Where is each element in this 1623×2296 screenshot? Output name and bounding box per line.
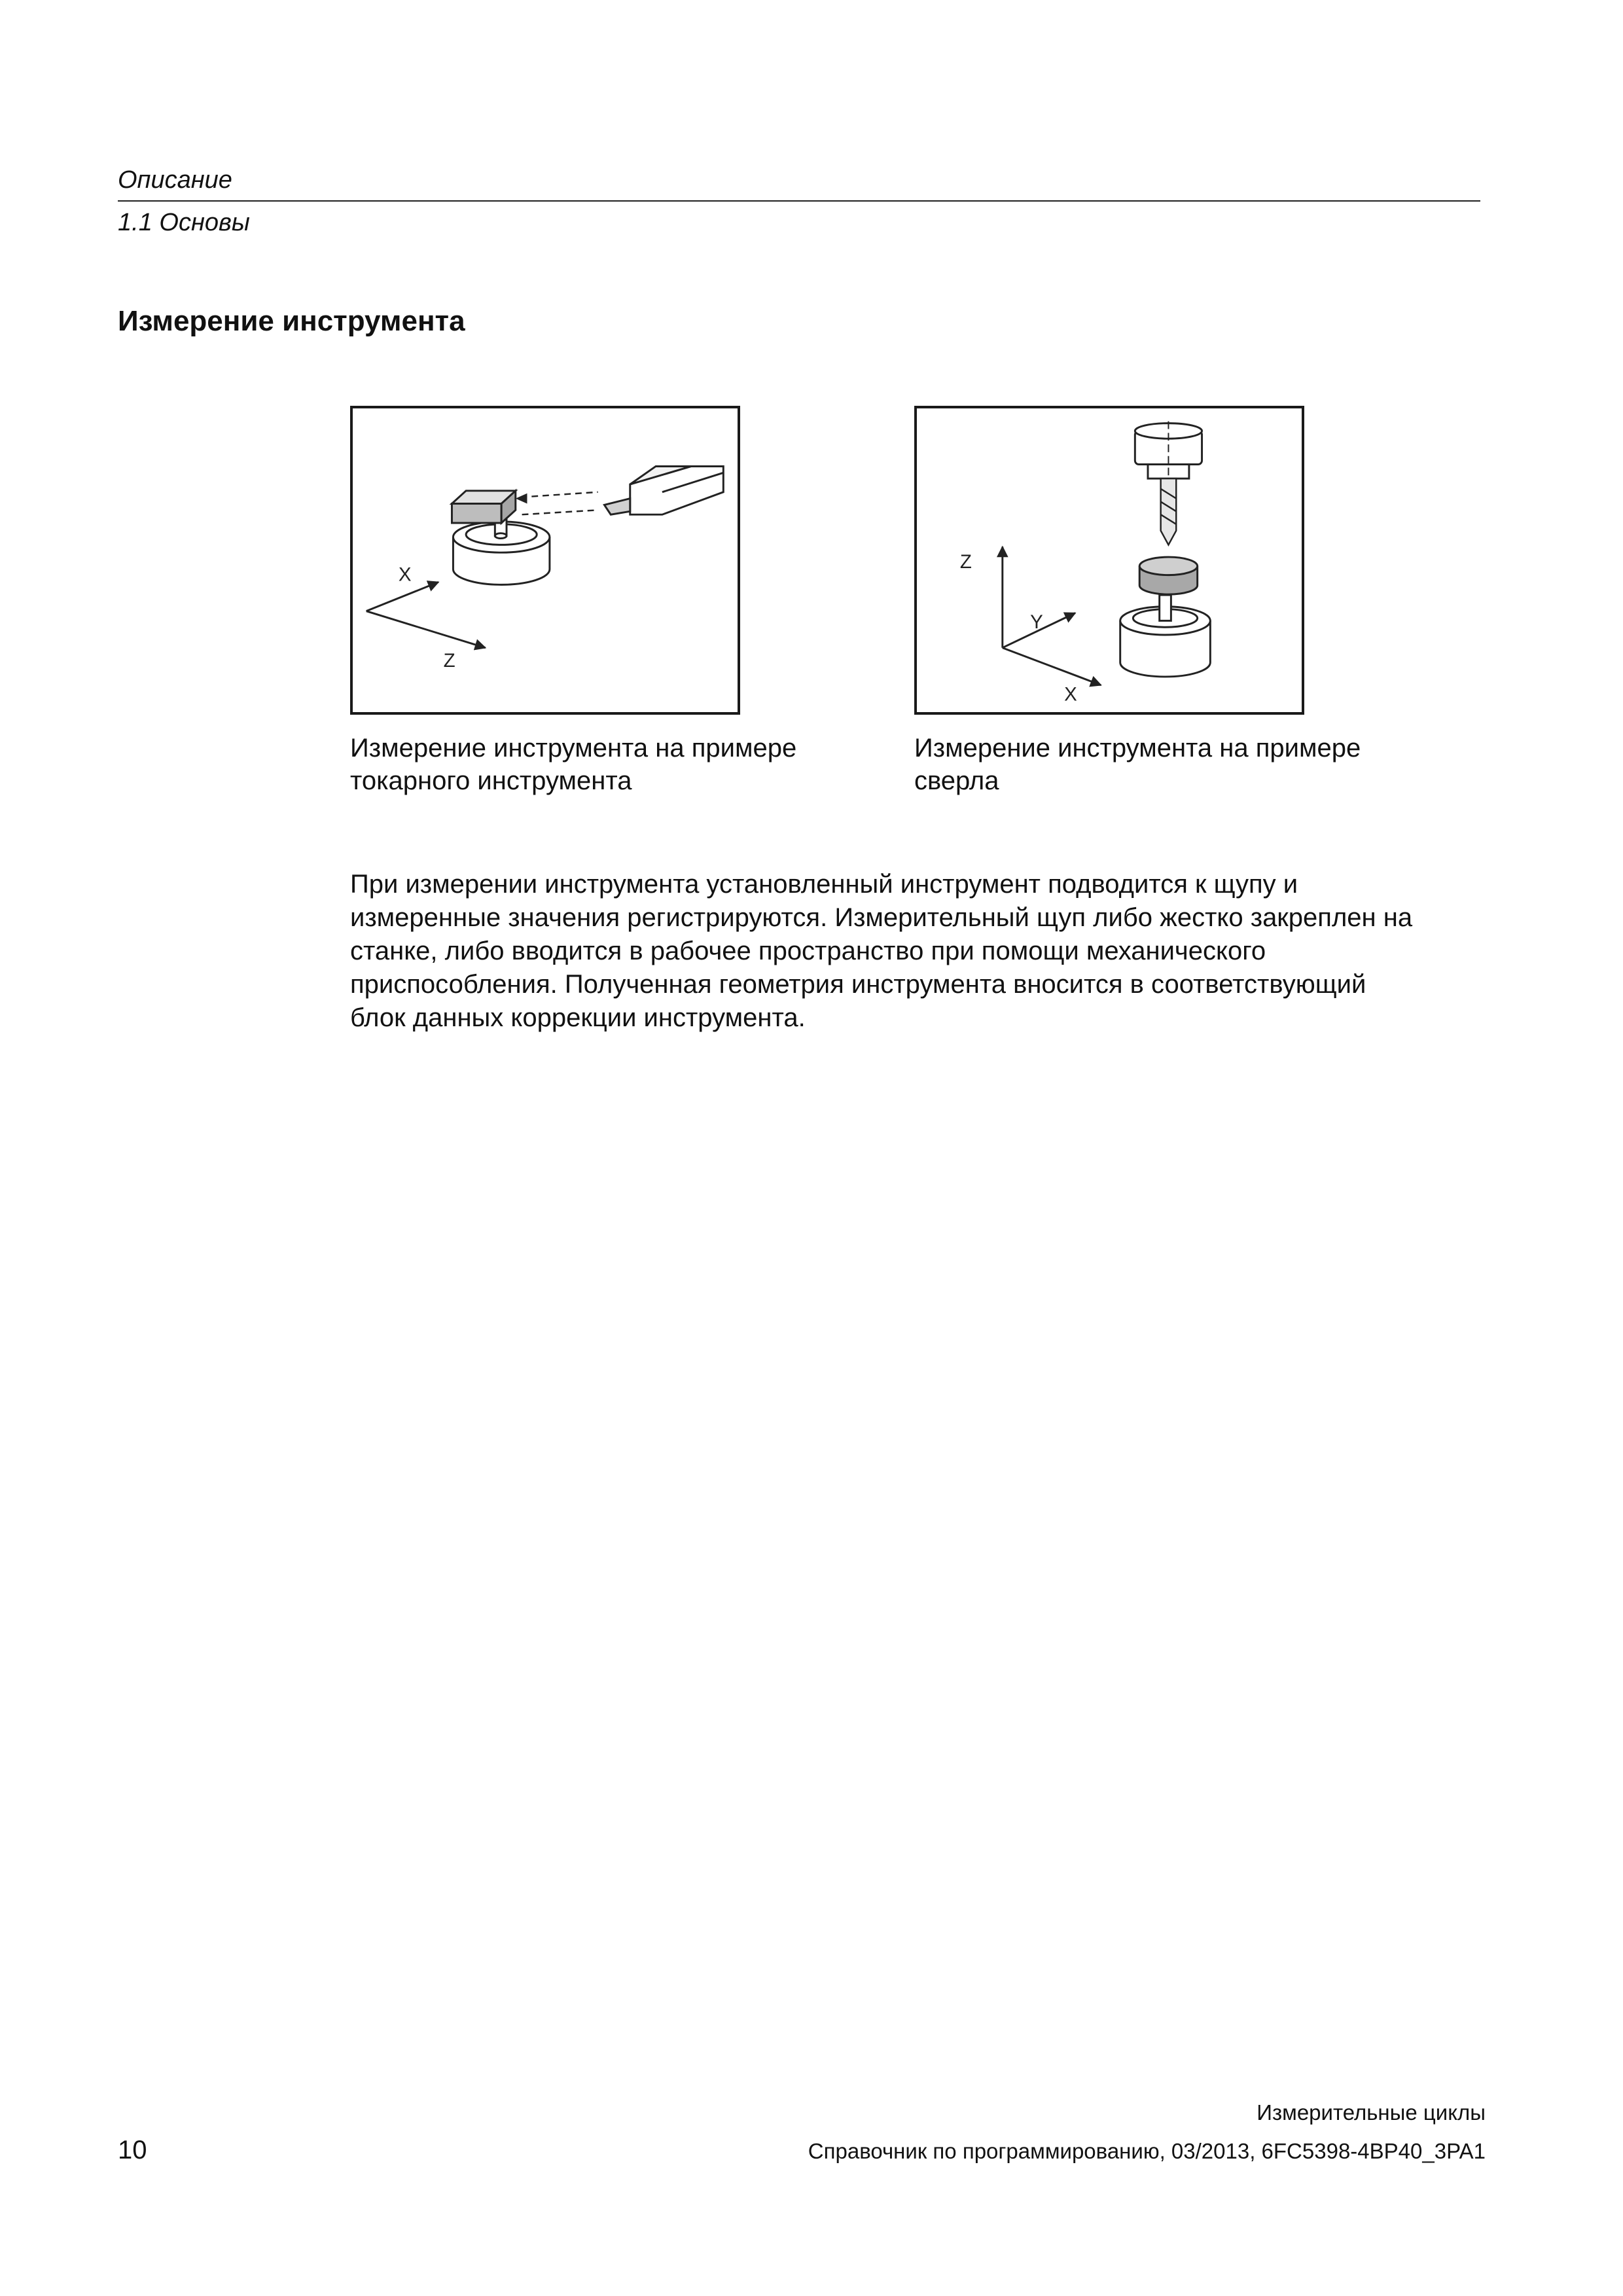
axis-label-z: Z (959, 550, 972, 573)
axes (1003, 547, 1101, 685)
axes (366, 582, 486, 647)
axis-label-x: X (398, 564, 412, 586)
drill-bit (1161, 478, 1177, 545)
figure-drill (914, 406, 1304, 715)
page-title: Измерение инструмента (118, 305, 465, 337)
probe-disc (1139, 557, 1197, 594)
approach-path (521, 492, 598, 514)
probe-head (452, 491, 515, 523)
axis-label-y: Y (1030, 611, 1043, 634)
figure-caption-drill: Измерение инструмента на примере сверла (914, 734, 1361, 795)
header-chapter: Описание (118, 166, 232, 194)
drill-illustration (917, 408, 1302, 712)
footer-manual-title: Измерительные циклы (1257, 2100, 1486, 2125)
header-divider (118, 200, 1480, 202)
probe-stem (1160, 595, 1171, 620)
turning-tool (604, 466, 723, 514)
figure-turning-tool (350, 406, 740, 715)
header-section: 1.1 Основы (118, 209, 250, 236)
axis-label-x: X (1064, 683, 1077, 706)
page-number: 10 (118, 2136, 147, 2164)
footer-reference: Справочник по программированию, 03/2013, 6FC5398-4BP40_3PA1 (808, 2139, 1486, 2163)
axis-label-z: Z (443, 650, 455, 672)
figure-caption-turning-tool: Измерение инструмента на примере токарного инструмента (350, 734, 797, 795)
body-paragraph: При измерении инструмента установленный инструмент подводится к щупу и измеренные значения регистрируются. Измерительный щуп либо жестко закреплен на станке, либо вводится в рабочее пространство при помощи механического приспособления. Полученная геометрия инструмента вносится в соответствующий блок данных коррекции инструмента. (350, 870, 1413, 1032)
turning-tool-illustration (353, 408, 738, 712)
